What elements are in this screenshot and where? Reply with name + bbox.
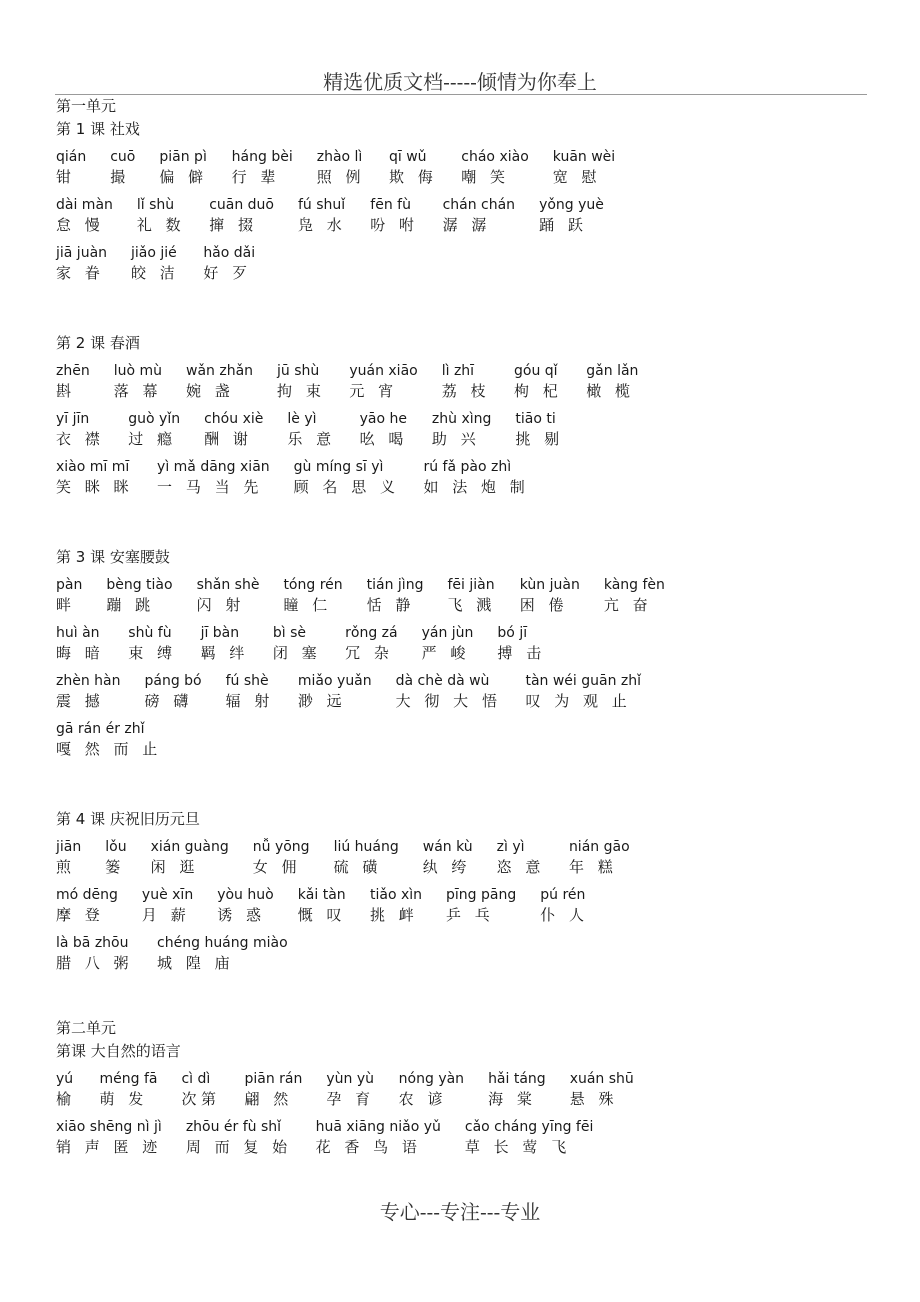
pinyin-text: huì àn [56,625,100,641]
hanzi-text: 如 法 炮 制 [423,478,530,496]
pinyin-text: hǎi táng [488,1071,546,1087]
vocab-word [131,243,179,283]
hanzi-text: 欺 侮 [389,168,438,186]
hanzi-text: 潺 潺 [442,216,491,234]
hanzi-text: 摩 登 [56,906,105,924]
hanzi-text: 枸 杞 [514,382,563,400]
hanzi-text: 悬 殊 [569,1090,618,1108]
hanzi-text: 硫 磺 [333,858,382,876]
pinyin-text: pīng pāng [446,887,517,903]
vocab-word [298,671,372,711]
vocab-word [461,147,528,187]
pinyin-text: kuān wèi [552,149,616,165]
pinyin-text: liú huáng [333,839,399,855]
hanzi-text: 海 棠 [488,1090,537,1108]
hanzi-text: 搏 击 [497,644,546,662]
pinyin-text: yú [56,1071,74,1087]
lesson-title: 第 3 课 安塞腰鼓 [56,548,170,566]
pinyin-text: jiān [56,839,82,855]
hanzi-text: 慨 叹 [297,906,346,924]
hanzi-text: 闪 射 [196,596,245,614]
hanzi-text: 农 谚 [398,1090,447,1108]
hanzi-text: 落 幕 [113,382,162,400]
vocab-word [423,837,473,877]
pinyin-text: cháo xiào [461,149,529,165]
hanzi-text: 踊 跃 [539,216,588,234]
vocab-line [56,243,876,283]
vocab-word [273,623,321,663]
vocab-word [569,837,630,877]
vocab-word [345,623,397,663]
vocab-line [56,457,876,497]
hanzi-text: 孕 育 [326,1090,375,1108]
pinyin-text: yuè xīn [141,887,194,903]
vocab-line [56,195,876,235]
hanzi-text: 草 长 莺 飞 [464,1138,571,1156]
pinyin-text: tóng rén [283,577,343,593]
pinyin-text: jiā juàn [56,245,108,261]
vocab-line [56,671,876,711]
pinyin-text: gǎn lǎn [586,363,639,379]
vocab-word [287,409,335,449]
lesson-section [56,331,876,497]
pinyin-text: méng fā [99,1071,158,1087]
hanzi-text: 凫 水 [298,216,347,234]
hanzi-text: 萌 发 [99,1090,148,1108]
vocab-word [316,1117,441,1157]
hanzi-text: 蹦 跳 [106,596,155,614]
vocab-word [488,1069,546,1109]
vocab-word [56,147,86,187]
hanzi-text: 辐 射 [225,692,274,710]
vocab-word [209,195,274,235]
pinyin-text: yī jīn [56,411,90,427]
vocab-word [298,885,346,925]
hanzi-text: 酬 谢 [204,430,253,448]
hanzi-text: 一 马 当 先 [157,478,263,496]
hanzi-text: 月 薪 [141,906,191,924]
pinyin-text: xián guàng [150,839,229,855]
vocab-word [540,885,588,925]
hanzi-text: 翩 然 [244,1090,293,1108]
hanzi-text: 元 宵 [349,382,398,400]
pinyin-text: xiāo shēng nì jì [56,1119,162,1135]
hanzi-text: 花 香 鸟 语 [315,1138,422,1156]
hanzi-text: 晦 暗 [56,644,105,662]
vocab-line [56,885,876,925]
vocab-word [56,457,133,497]
vocab-word [570,1069,634,1109]
hanzi-text: 拘 束 [277,382,326,400]
vocab-word [586,361,638,401]
pinyin-text: qī wǔ [389,149,427,165]
vocab-word [56,885,118,925]
vocab-word [514,361,562,401]
hanzi-text: 挑 剔 [515,430,564,448]
hanzi-text: 严 峻 [421,644,470,662]
pinyin-text: huā xiāng niǎo yǔ [315,1119,441,1135]
pinyin-text: rú fǎ pào zhì [423,459,512,475]
vocab-word [114,361,162,401]
vocab-word [326,1069,374,1109]
vocab-line [56,575,876,615]
hanzi-text: 闭 塞 [272,644,322,662]
vocab-word [443,195,516,235]
vocab-word [422,623,474,663]
hanzi-text: 诱 惑 [217,906,266,924]
hanzi-text: 宽 慰 [552,168,602,186]
hanzi-text: 女 佣 [252,858,302,876]
vocab-word [447,575,495,615]
pinyin-text: nǚ yōng [252,839,310,855]
pinyin-text: góu qǐ [514,363,558,379]
document-body [56,95,876,1205]
hanzi-text: 荔 枝 [441,382,490,400]
pinyin-text: tiǎo xìn [369,887,423,903]
pinyin-text: pú rén [540,887,586,903]
vocab-word [151,837,229,877]
hanzi-text: 过 瘾 [128,430,177,448]
hanzi-text: 周 而 复 始 [185,1138,292,1156]
vocab-word [186,361,253,401]
vocab-word [367,575,424,615]
vocab-word [423,457,529,497]
pinyin-text: wán kù [422,839,473,855]
vocab-line [56,147,876,187]
vocab-word [283,575,342,615]
vocab-line [56,1117,876,1157]
vocab-word [317,147,365,187]
pinyin-text: chéng huáng miào [157,935,288,951]
vocab-word [360,409,408,449]
vocab-word [110,147,135,187]
vocab-word [370,195,418,235]
pinyin-text: fú shè [225,673,269,689]
hanzi-text: 偏 僻 [159,168,208,186]
vocab-line [56,1069,876,1109]
lesson-title: 第课 大自然的语言 [56,1042,181,1060]
page-header: 精选优质文档-----倾情为你奉上 [323,70,597,94]
vocab-word [56,1117,162,1157]
vocab-word [56,195,113,235]
vocab-word [389,147,437,187]
pinyin-text: tàn wéi guān zhǐ [525,673,642,689]
hanzi-text: 笑 眯 眯 [56,478,134,496]
hanzi-text: 照 例 [316,168,365,186]
pinyin-text: gù míng sī yì [293,459,384,475]
pinyin-text: chóu xiè [204,411,264,427]
pinyin-text: zì yì [496,839,525,855]
pinyin-text: là bā zhōu [56,935,129,951]
vocab-word [520,575,580,615]
vocab-word [497,623,545,663]
hanzi-text: 助 兴 [431,430,481,448]
vocab-word [539,195,604,235]
pinyin-text: chán chán [442,197,516,213]
hanzi-text: 腊 八 粥 [56,954,134,972]
hanzi-text: 撮 [110,168,130,186]
hanzi-text: 婉 盏 [186,382,235,400]
hanzi-text: 顾 名 思 义 [293,478,400,496]
vocab-word [137,195,185,235]
hanzi-text: 嘎 然 而 止 [56,740,162,758]
pinyin-text: xiào mī mī [56,459,130,475]
pinyin-text: shù fù [128,625,172,641]
pinyin-text: jū shù [277,363,320,379]
hanzi-text: 城 隍 庙 [157,954,235,972]
vocab-word [186,1117,292,1157]
vocab-word [56,575,82,615]
pinyin-text: fú shuǐ [298,197,346,213]
pinyin-text: cuō [110,149,136,165]
pinyin-text: cuān duō [209,197,274,213]
pinyin-text: yòu huò [217,887,274,903]
hanzi-text: 磅 礴 [144,692,193,710]
page-footer: 专心---专注---专业 [379,1200,541,1224]
vocab-word [604,575,665,615]
vocab-word [446,885,516,925]
pinyin-text: hǎo dǎi [203,245,256,261]
pinyin-text: fēi jiàn [447,577,495,593]
vocab-word [56,243,107,283]
vocab-word [432,409,491,449]
hanzi-text: 飞 溅 [447,596,496,614]
hanzi-text: 礼 数 [136,216,186,234]
hanzi-text: 束 缚 [128,644,177,662]
pinyin-text: cì dì [181,1071,211,1087]
vocab-word [204,409,263,449]
hanzi-text: 恣 意 [496,858,545,876]
hanzi-text: 斟 [56,382,76,400]
hanzi-text: 好 歹 [203,264,252,282]
pinyin-text: gā rán ér zhǐ [56,721,145,737]
vocab-word [56,1069,76,1109]
hanzi-text: 吩 咐 [370,216,419,234]
vocab-line [56,837,876,877]
pinyin-text: yuán xiāo [349,363,418,379]
vocab-word [217,885,274,925]
pinyin-text: guò yǐn [128,411,181,427]
pinyin-text: zhēn [56,363,90,379]
vocab-word [245,1069,303,1109]
vocab-word [56,719,162,759]
vocab-word [553,147,615,187]
vocab-word [370,885,422,925]
pinyin-text: yǒng yuè [539,197,604,213]
pinyin-text: bó jī [497,625,528,641]
vocab-line [56,933,876,973]
pinyin-text: piān pì [159,149,207,165]
hanzi-text: 闲 逛 [150,858,199,876]
pinyin-text: dà chè dà wù [395,673,490,689]
pinyin-text: lì zhī [441,363,475,379]
pinyin-text: yāo he [359,411,408,427]
hanzi-text: 畔 [56,596,76,614]
unit-title: 第二单元 [56,1019,117,1037]
hanzi-text: 亢 奋 [603,596,653,614]
vocab-word [144,671,201,711]
pinyin-text: lǒu [105,839,127,855]
vocab-word [253,837,310,877]
hanzi-text: 衣 襟 [56,430,105,448]
pinyin-text: lǐ shù [136,197,175,213]
pinyin-text: qián [56,149,87,165]
vocab-word [56,361,90,401]
vocab-word [157,457,270,497]
vocab-word [399,1069,464,1109]
vocab-word [157,933,288,973]
vocab-word [232,147,293,187]
hanzi-text: 吆 喝 [359,430,408,448]
hanzi-text: 乒 乓 [446,906,495,924]
pinyin-text: shǎn shè [196,577,260,593]
pinyin-text: wǎn zhǎn [186,363,254,379]
vocab-word [56,409,104,449]
pinyin-text: miǎo yuǎn [297,673,372,689]
pinyin-text: bì sè [272,625,306,641]
vocab-word [100,1069,158,1109]
pinyin-text: jī bàn [200,625,240,641]
pinyin-text: cǎo cháng yīng fēi [464,1119,594,1135]
pinyin-text: kàng fèn [603,577,665,593]
lesson-section [56,1039,876,1157]
vocab-word [442,361,490,401]
pinyin-text: tiāo ti [515,411,556,427]
pinyin-text: pàn [56,577,83,593]
pinyin-text: fēn fù [370,197,411,213]
vocab-line [56,361,876,401]
vocab-word [181,1069,220,1109]
lesson-section [56,807,876,973]
hanzi-text: 销 声 匿 迹 [56,1138,162,1156]
lesson-title: 第 2 课 春酒 [56,334,140,352]
vocab-word [56,671,120,711]
vocab-word [334,837,399,877]
hanzi-text: 乐 意 [287,430,336,448]
vocab-word [515,409,563,449]
hanzi-text: 家 眷 [56,264,105,282]
pinyin-text: mó dēng [56,887,118,903]
pinyin-text: páng bó [144,673,202,689]
vocab-word [396,671,502,711]
pinyin-text: zhèn hàn [56,673,121,689]
pinyin-text: zhù xìng [431,411,492,427]
hanzi-text: 渺 远 [297,692,347,710]
hanzi-text: 纨 绔 [422,858,472,876]
pinyin-text: zhào lì [316,149,363,165]
hanzi-text: 怠 慢 [56,216,105,234]
vocab-word [525,671,641,711]
vocab-word [159,147,207,187]
hanzi-text: 冗 杂 [345,644,394,662]
vocab-word [197,575,260,615]
hanzi-text: 篓 [105,858,125,876]
hanzi-text: 瞳 仁 [283,596,332,614]
hanzi-text: 撺 掇 [209,216,258,234]
hanzi-text: 煎 [56,858,76,876]
unit-title: 第一单元 [56,97,117,115]
pinyin-text: kǎi tàn [297,887,346,903]
hanzi-text: 困 倦 [519,596,569,614]
pinyin-text: lè yì [287,411,317,427]
vocab-word [277,361,325,401]
hanzi-text: 震 撼 [56,692,105,710]
vocab-line [56,623,876,663]
pinyin-text: nián gāo [568,839,630,855]
hanzi-text: 嘲 笑 [461,168,510,186]
pinyin-text: xuán shū [569,1071,634,1087]
hanzi-text: 榆 [56,1090,76,1108]
pinyin-text: yán jùn [421,625,474,641]
pinyin-text: yùn yù [326,1071,375,1087]
pinyin-text: tián jìng [366,577,424,593]
hanzi-text: 橄 榄 [586,382,635,400]
vocab-word [349,361,417,401]
pinyin-text: dài màn [56,197,113,213]
vocab-word [56,837,81,877]
vocab-word [56,933,133,973]
pinyin-text: nóng yàn [398,1071,465,1087]
vocab-word [128,623,176,663]
pinyin-text: kùn juàn [519,577,580,593]
hanzi-text: 叹 为 观 止 [525,692,632,710]
hanzi-text: 挑 衅 [369,906,419,924]
vocab-word [298,195,346,235]
pinyin-text: piān rán [244,1071,303,1087]
vocab-word [497,837,545,877]
pinyin-text: háng bèi [231,149,293,165]
vocab-word [203,243,255,283]
lesson-section [56,545,876,759]
vocab-word [201,623,249,663]
hanzi-text: 次第 [181,1090,221,1108]
vocab-word [294,457,400,497]
lesson-section [56,117,876,283]
hanzi-text: 年 糕 [568,858,618,876]
hanzi-text: 钳 [56,168,76,186]
vocab-word [465,1117,593,1157]
pinyin-text: jiǎo jié [131,245,177,261]
vocab-word [56,623,104,663]
vocab-line [56,409,876,449]
pinyin-text: bèng tiào [106,577,173,593]
vocab-word [226,671,274,711]
vocab-word [142,885,193,925]
lesson-title: 第 4 课 庆祝旧历元旦 [56,810,200,828]
vocab-word [128,409,180,449]
pinyin-text: yì mǎ dāng xiān [157,459,270,475]
pinyin-text: luò mù [113,363,163,379]
hanzi-text: 恬 静 [366,596,415,614]
vocab-line [56,719,876,759]
hanzi-text: 羁 绊 [200,644,249,662]
hanzi-text: 仆 人 [540,906,589,924]
pinyin-text: zhōu ér fù shǐ [185,1119,282,1135]
lesson-title: 第 1 课 社戏 [56,120,140,138]
hanzi-text: 行 辈 [231,168,280,186]
vocab-word [106,575,172,615]
hanzi-text: 皎 洁 [131,264,180,282]
pinyin-text: rǒng zá [345,625,398,641]
hanzi-text: 大 彻 大 悟 [395,692,502,710]
vocab-word [105,837,126,877]
